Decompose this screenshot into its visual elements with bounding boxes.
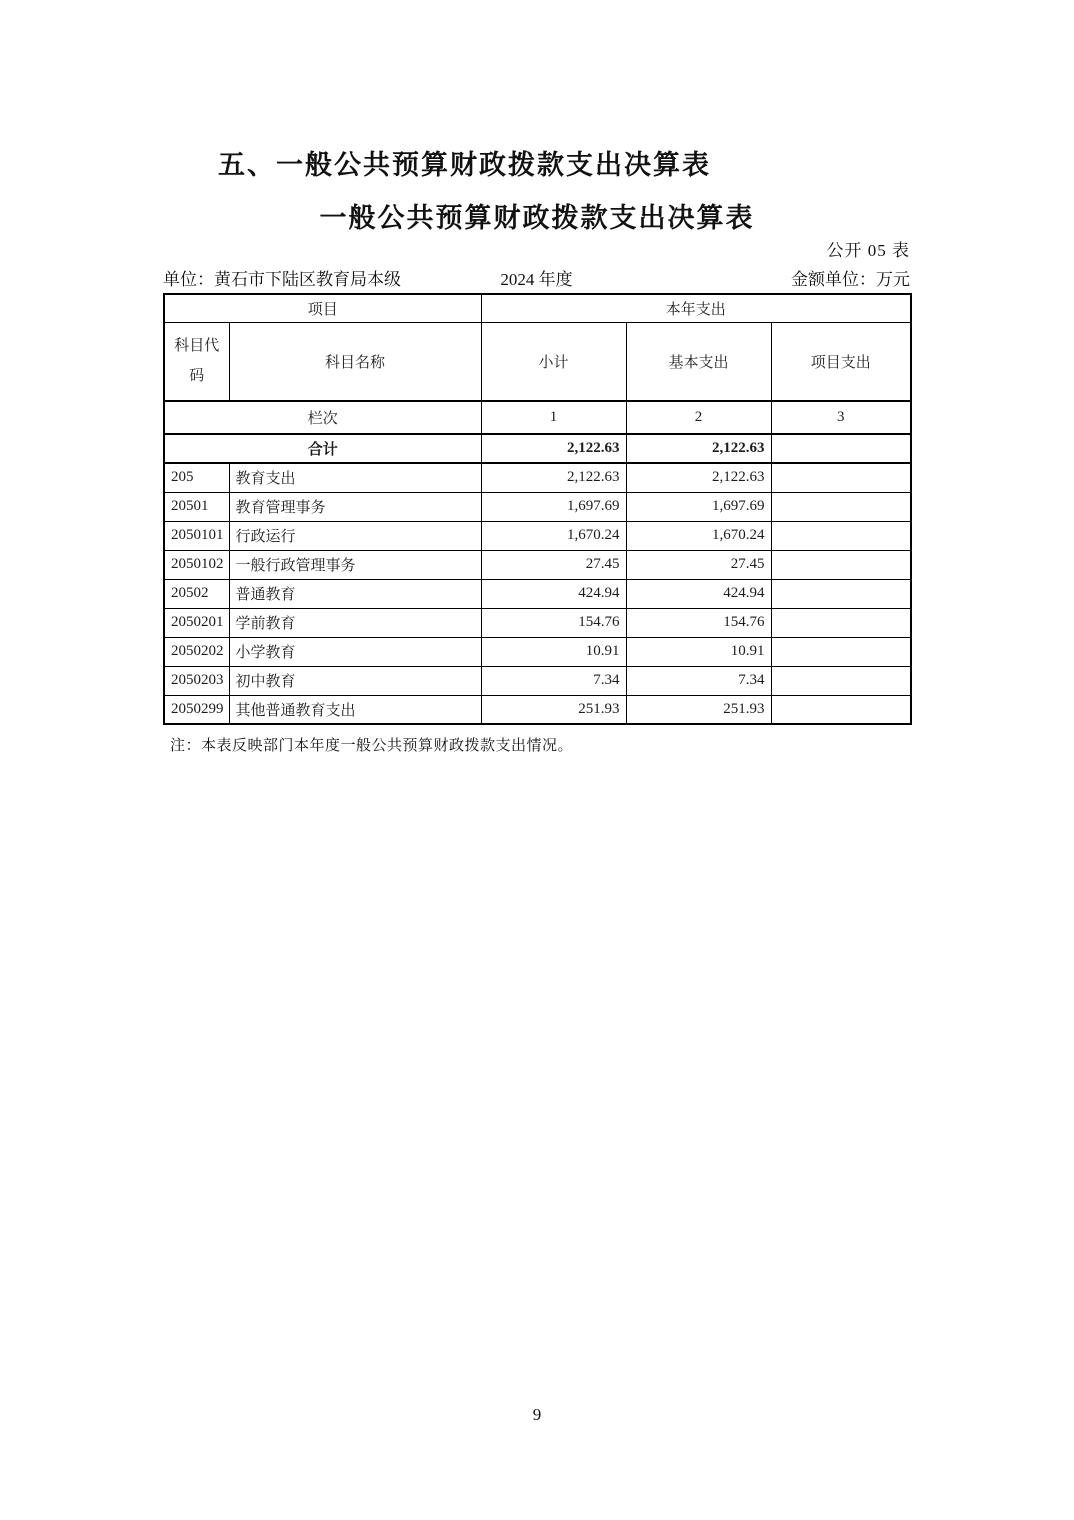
row-name: 其他普通教育支出 (229, 695, 481, 724)
budget-table (163, 293, 912, 725)
row-project (771, 492, 911, 521)
header-current-year-expenditure: 本年支出 (481, 294, 911, 322)
header-project: 项目 (164, 294, 481, 322)
row-subtotal: 10.91 (481, 637, 626, 666)
row-subtotal: 2,122.63 (481, 463, 626, 492)
table-row (164, 666, 911, 695)
row-name: 教育支出 (229, 463, 481, 492)
row-project (771, 637, 911, 666)
page-number: 9 (532, 1405, 542, 1424)
row-name: 一般行政管理事务 (229, 550, 481, 579)
row-code: 2050201 (164, 608, 229, 637)
row-project (771, 666, 911, 695)
row-subtotal: 424.94 (481, 579, 626, 608)
row-code: 2050202 (164, 637, 229, 666)
row-code: 20502 (164, 579, 229, 608)
total-subtotal: 2,122.63 (481, 434, 626, 463)
table-row (164, 492, 911, 521)
row-code: 2050101 (164, 521, 229, 550)
row-basic: 10.91 (626, 637, 771, 666)
row-name: 小学教育 (229, 637, 481, 666)
header-project-expenditure: 项目支出 (771, 322, 911, 401)
row-project (771, 463, 911, 492)
row-subtotal: 154.76 (481, 608, 626, 637)
table-meta-row (163, 265, 910, 290)
row-basic: 154.76 (626, 608, 771, 637)
row-subtotal: 7.34 (481, 666, 626, 695)
row-code: 20501 (164, 492, 229, 521)
row-name: 学前教育 (229, 608, 481, 637)
column-index-label: 栏次 (164, 401, 481, 434)
row-subtotal: 27.45 (481, 550, 626, 579)
amount-unit-label: 金额单位：万元 (791, 270, 910, 289)
row-code: 2050203 (164, 666, 229, 695)
column-number-1: 1 (481, 401, 626, 434)
row-name: 行政运行 (229, 521, 481, 550)
row-basic: 27.45 (626, 550, 771, 579)
header-row-columns (164, 322, 911, 401)
row-project (771, 550, 911, 579)
column-number-2: 2 (626, 401, 771, 434)
row-code: 2050102 (164, 550, 229, 579)
row-basic: 251.93 (626, 695, 771, 724)
total-basic: 2,122.63 (626, 434, 771, 463)
unit-label: 单位：黄石市下陆区教育局本级 (163, 270, 401, 289)
row-basic: 424.94 (626, 579, 771, 608)
row-subtotal: 251.93 (481, 695, 626, 724)
column-number-3: 3 (771, 401, 911, 434)
row-name: 初中教育 (229, 666, 481, 695)
row-basic: 1,670.24 (626, 521, 771, 550)
year-label: 2024 年度 (500, 270, 573, 289)
row-basic: 2,122.63 (626, 463, 771, 492)
table-row (164, 695, 911, 724)
table-row (164, 579, 911, 608)
column-index-row (164, 401, 911, 434)
header-subject-name: 科目名称 (229, 322, 481, 401)
row-basic: 7.34 (626, 666, 771, 695)
table-row (164, 550, 911, 579)
total-row (164, 434, 911, 463)
total-project (771, 434, 911, 463)
row-basic: 1,697.69 (626, 492, 771, 521)
section-title: 五、一般公共预算财政拨款支出决算表 (218, 150, 711, 180)
table-row (164, 521, 911, 550)
header-subject-code: 科目代码 (164, 322, 229, 401)
row-project (771, 521, 911, 550)
row-project (771, 579, 911, 608)
header-basic-expenditure: 基本支出 (626, 322, 771, 401)
header-row-groups (164, 294, 911, 322)
row-name: 普通教育 (229, 579, 481, 608)
row-project (771, 695, 911, 724)
total-label: 合计 (164, 434, 481, 463)
row-subtotal: 1,670.24 (481, 521, 626, 550)
table-note: 注：本表反映部门本年度一般公共预算财政拨款支出情况。 (170, 738, 574, 754)
table-title: 一般公共预算财政拨款支出决算表 (319, 203, 755, 233)
row-name: 教育管理事务 (229, 492, 481, 521)
row-code: 2050299 (164, 695, 229, 724)
row-subtotal: 1,697.69 (481, 492, 626, 521)
row-project (771, 608, 911, 637)
table-code-label: 公开 05 表 (826, 241, 910, 260)
table-row (164, 463, 911, 492)
table-row (164, 608, 911, 637)
table-row (164, 637, 911, 666)
row-code: 205 (164, 463, 229, 492)
header-subtotal: 小计 (481, 322, 626, 401)
